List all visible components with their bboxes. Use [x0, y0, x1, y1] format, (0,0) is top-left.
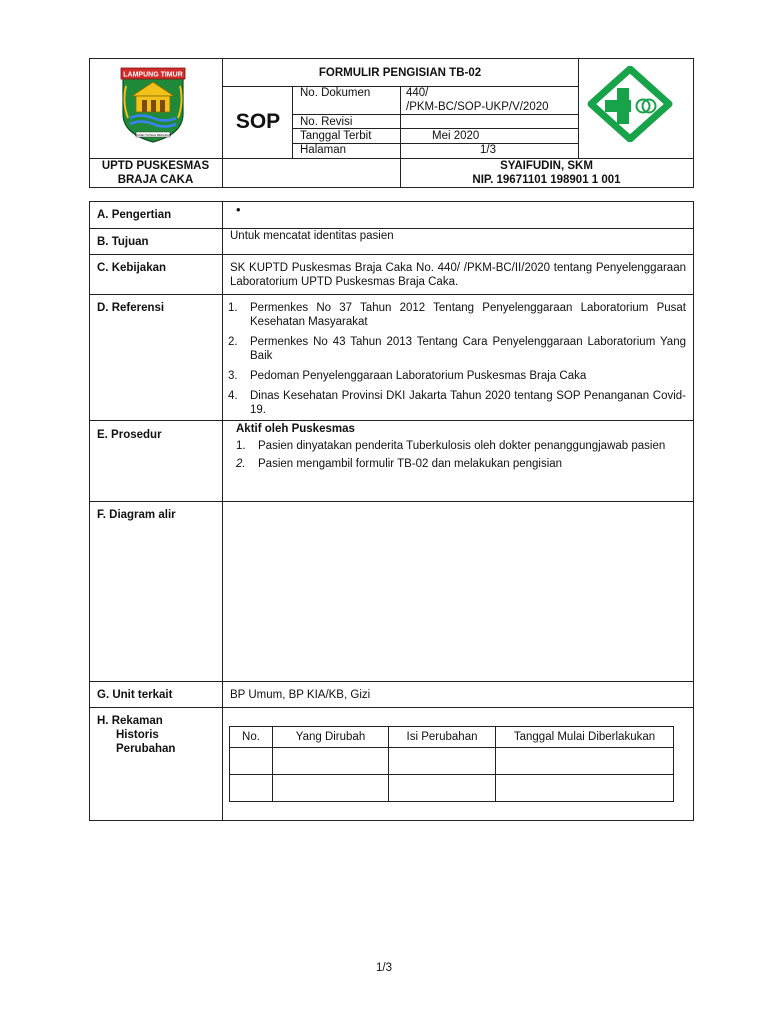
no-dokumen-label: No. Dokumen: [300, 87, 371, 99]
table-row: [230, 775, 674, 802]
list-item: 2. Pasien mengambil formulir TB-02 dan melakukan pengisian: [236, 458, 563, 470]
puskesmas-logo: [585, 66, 675, 142]
column-header: Tanggal Mulai Diberlakukan: [496, 727, 674, 748]
unit-terkait-label: G. Unit terkait: [97, 689, 173, 701]
org-name-line2: BRAJA CAKA: [117, 174, 194, 186]
halaman-label: Halaman: [300, 144, 347, 156]
pengertian-content: •: [236, 202, 241, 217]
kebijakan-label: C. Kebijakan: [97, 262, 167, 274]
prosedur-heading: Aktif oleh Puskesmas: [236, 423, 355, 435]
revision-history-table: [229, 726, 674, 802]
pengertian-label: A. Pengertian: [97, 209, 172, 221]
column-header: No.: [230, 727, 273, 748]
no-dokumen-value-1: 440/: [406, 87, 429, 99]
no-dokumen-value-2: /PKM-BC/SOP-UKP/V/2020: [406, 101, 549, 113]
table-row: [230, 748, 674, 775]
column-header: Yang Dirubah: [273, 727, 389, 748]
diagram-alir-label: F. Diagram alir: [97, 509, 176, 521]
list-item: 4. Dinas Kesehatan Provinsi DKI Jakarta Tahun 2020 tentang SOP Penanganan Covid-19.: [228, 390, 686, 416]
prosedur-label: E. Prosedur: [97, 429, 162, 441]
list-item: 3. Pedoman Penyelenggaraan Laboratorium Puskesmas Braja Caka: [228, 370, 587, 382]
referensi-label: D. Referensi: [97, 302, 165, 314]
halaman-value: 1/3: [480, 144, 496, 156]
org-name-line1: UPTD PUSKESMAS: [101, 160, 210, 172]
signer-nip: NIP. 19671101 198901 1 001: [472, 174, 621, 186]
emblem-banner-text: LAMPUNG TIMUR: [123, 71, 183, 79]
lampung-timur-emblem: [118, 66, 188, 144]
rekaman-label-line2: Historis: [116, 729, 159, 741]
list-item: 1. Permenkes No 37 Tahun 2012 Tentang Penyelenggaraan Laboratorium Pusat Kesehatan Masyarakat: [228, 302, 686, 328]
page-number: 1/3: [376, 962, 392, 974]
tujuan-content: Untuk mencatat identitas pasien: [230, 230, 394, 242]
rekaman-label-line3: Perubahan: [116, 743, 176, 755]
tanggal-terbit-label: Tanggal Terbit: [300, 130, 372, 142]
kebijakan-content: SK KUPTD Puskesmas Braja Caka No. 440/ /PKM-BC/II/2020 tentang Penyelenggaraan Laboratorium UPTD Puskesmas Braja Caka.: [230, 262, 686, 288]
table-header-row: [230, 727, 674, 748]
emblem-motto-text: BUMEI TUWAH BEPADAN: [134, 133, 172, 137]
list-item: 1. Pasien dinyatakan penderita Tuberkulosis oleh dokter penanggungjawab pasien: [236, 440, 666, 452]
signer-name: SYAIFUDIN, SKM: [500, 160, 593, 172]
list-item: 2. Permenkes No 43 Tahun 2013 Tentang Cara Penyelenggaraan Laboratorium Yang Baik: [228, 336, 686, 362]
no-revisi-label: No. Revisi: [300, 116, 353, 128]
form-title: FORMULIR PENGISIAN TB-02: [318, 67, 482, 79]
column-header: Isi Perubahan: [389, 727, 496, 748]
tujuan-label: B. Tujuan: [97, 236, 149, 248]
rekaman-label-line1: H. Rekaman: [97, 715, 163, 727]
referensi-list: [228, 301, 686, 417]
unit-terkait-content: BP Umum, BP KIA/KB, Gizi: [230, 689, 371, 701]
tanggal-terbit-value: Mei 2020: [432, 130, 480, 142]
prosedur-list: [236, 439, 686, 471]
sop-label: SOP: [235, 110, 281, 133]
